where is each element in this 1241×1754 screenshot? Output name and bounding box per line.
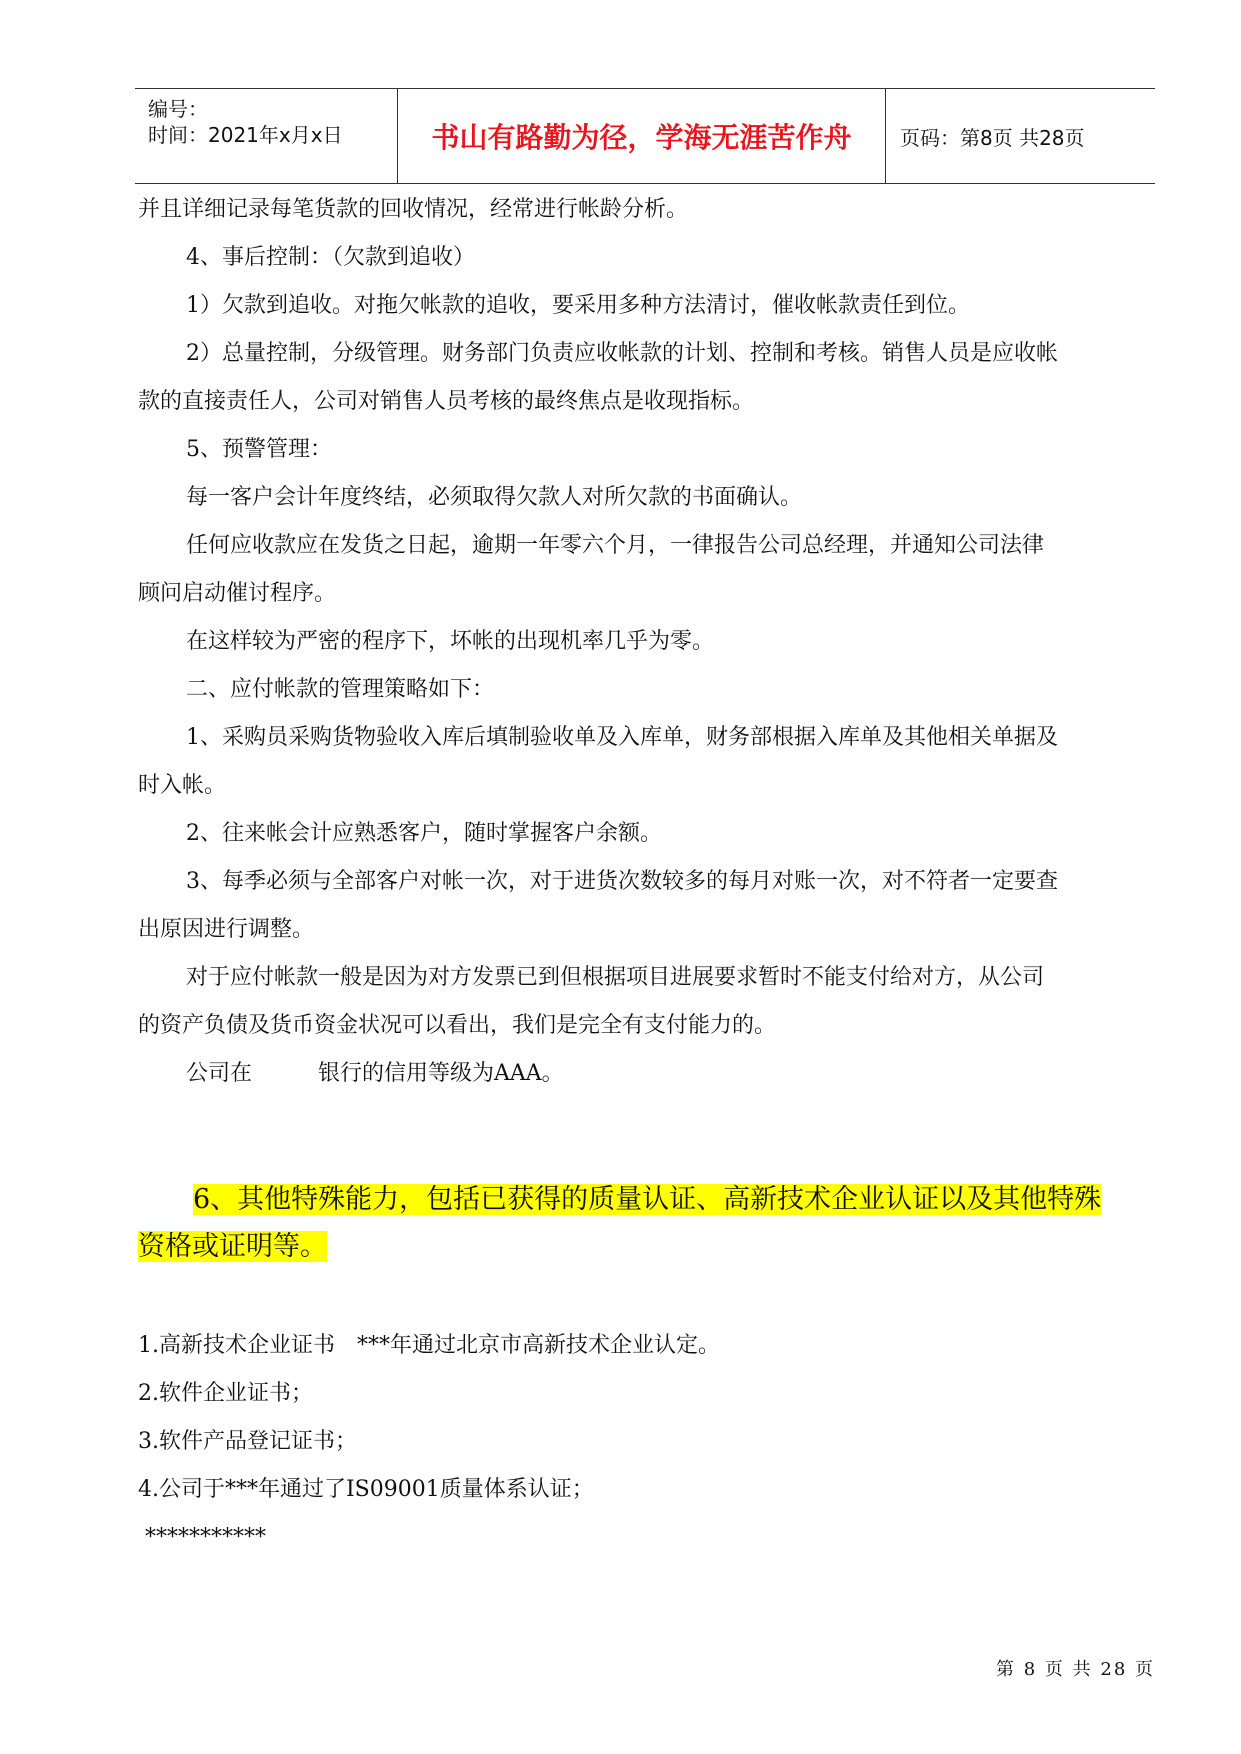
paragraph-line: 1、采购员采购货物验收入库后填制验收单及入库单，财务部根据入库单及其他相关单据及 [186, 725, 1059, 750]
list-item: 1.高新技术企业证书 ***年通过北京市高新技术企业认定。 [138, 1333, 720, 1358]
paragraph-line: 款的直接责任人，公司对销售人员考核的最终焦点是收现指标。 [138, 389, 755, 414]
page-footer: 第 8 页 共 28 页 [996, 1659, 1155, 1680]
paragraph-line: 出原因进行调整。 [138, 917, 315, 942]
paragraph-line: 对于应付帐款一般是因为对方发票已到但根据项目进展要求暂时不能支付给对方，从公司 [186, 965, 1045, 990]
highlighted-heading [138, 1176, 1158, 1270]
paragraph-line: 并且详细记录每笔货款的回收情况，经常进行帐龄分析。 [138, 197, 689, 222]
paragraph-line: 3、每季必须与全部客户对帐一次，对于进货次数较多的每月对账一次，对不符者一定要查 [186, 869, 1059, 894]
document-number-label: 编号： [148, 97, 208, 121]
list-item: 3.软件产品登记证书； [138, 1429, 357, 1454]
header-page-info: 页码：第8页 共28页 [900, 125, 1085, 150]
paragraph-line: 5、预警管理： [186, 437, 332, 462]
highlighted-heading-line-2: 资格或证明等。 [138, 1231, 327, 1262]
paragraph-line: 每一客户会计年度终结，必须取得欠款人对所欠款的书面确认。 [186, 485, 803, 510]
paragraph-line: 顾问启动催讨程序。 [138, 581, 337, 606]
header-motto: 书山有路勤为径，学海无涯苦作舟 [398, 89, 886, 183]
paragraph-line: 二、应付帐款的管理策略如下： [186, 677, 495, 702]
paragraph-line: 2）总量控制，分级管理。财务部门负责应收帐款的计划、控制和考核。销售人员是应收帐 [186, 341, 1059, 366]
paragraph-line: 1）欠款到追收。对拖欠帐款的追收，要采用多种方法清讨，催收帐款责任到位。 [186, 293, 970, 318]
list-item: *********** [138, 1525, 266, 1550]
header-meta [135, 89, 398, 183]
paragraph-line: 公司在 银行的信用等级为AAA。 [186, 1061, 564, 1086]
page-header [135, 88, 1155, 184]
paragraph-line: 4、事后控制：（欠款到追收） [186, 245, 475, 270]
paragraph-line: 的资产负债及货币资金状况可以看出，我们是完全有支付能力的。 [138, 1013, 777, 1038]
list-item: 2.软件企业证书； [138, 1381, 313, 1406]
document-time-label: 时间：2021年x月x日 [148, 123, 343, 147]
paragraph-line: 时入帐。 [138, 773, 227, 798]
paragraph-line: 任何应收款应在发货之日起，逾期一年零六个月，一律报告公司总经理，并通知公司法律 [186, 533, 1045, 558]
list-item: 4.公司于***年通过了IS09001质量体系认证； [138, 1477, 594, 1502]
paragraph-line: 在这样较为严密的程序下，坏帐的出现机率几乎为零。 [186, 629, 715, 654]
highlighted-heading-line-1: 6、其他特殊能力，包括已获得的质量认证、高新技术企业认证以及其他特殊 [193, 1184, 1102, 1215]
paragraph-line: 2、往来帐会计应熟悉客户，随时掌握客户余额。 [186, 821, 662, 846]
